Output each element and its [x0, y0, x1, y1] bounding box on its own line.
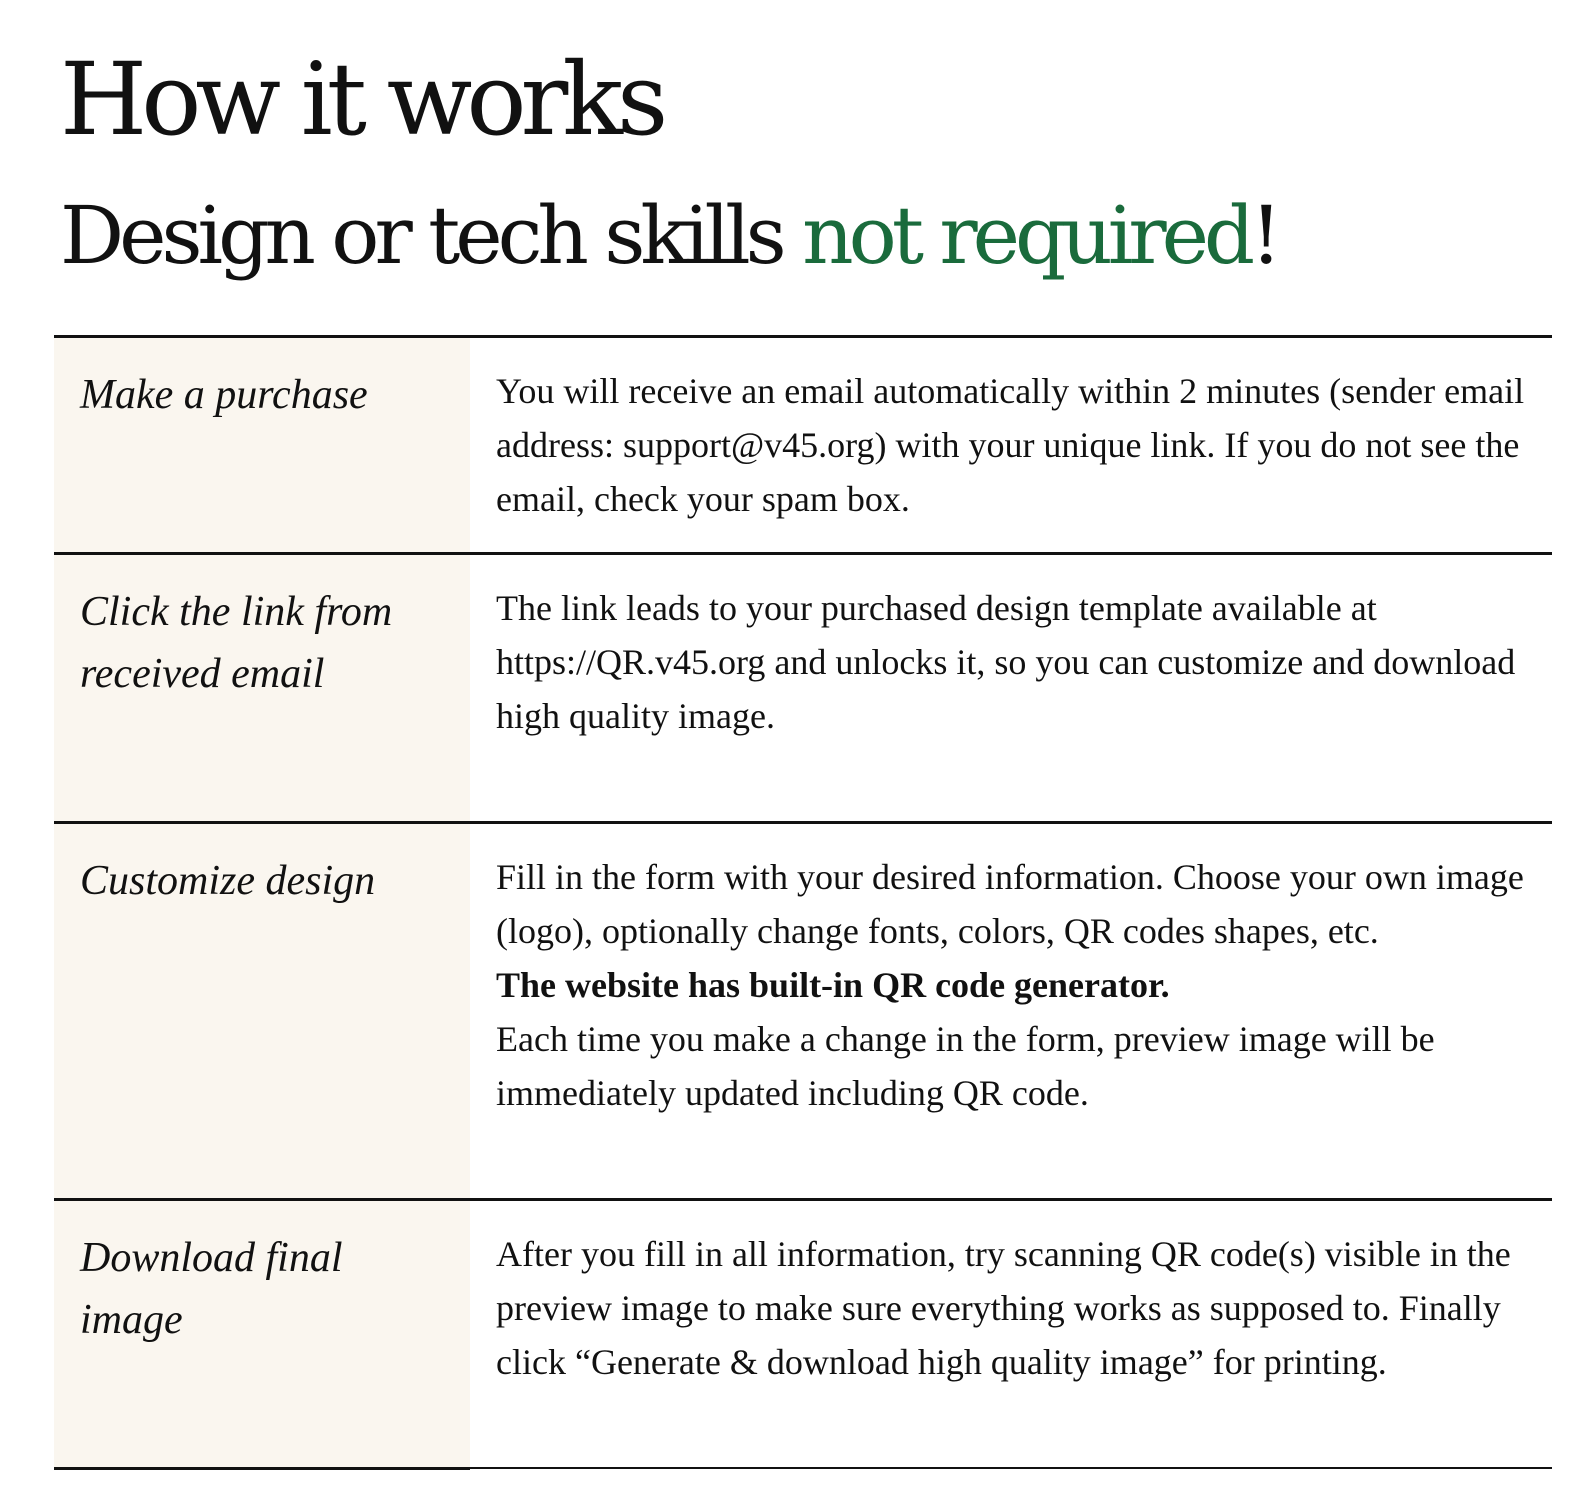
page-subtitle — [60, 186, 1277, 286]
bottom-divider-left — [54, 1467, 470, 1470]
bottom-divider-right — [470, 1467, 1552, 1469]
step-description-highlight: The website has built-in QR code generator. — [496, 965, 1170, 1005]
step-label-cell — [54, 1201, 470, 1467]
step-label: Click the link from received email — [80, 589, 393, 697]
step-description-text: Fill in the form with your desired information. Choose your own image (logo), optionally change fonts, colors, QR codes shapes, etc. — [496, 857, 1524, 951]
step-description: The link leads to your purchased design template available at https://QR.v45.org and unlocks it, so you can customize and download high quality image. — [496, 588, 1516, 736]
step-label-cell — [54, 338, 470, 552]
subtitle-accent: not required — [802, 189, 1251, 282]
step-description: After you fill in all information, try scanning QR code(s) visible in the preview image to make sure everything works as supposed to. Finally click “Generate & download high quality image” for printing. — [496, 1234, 1511, 1382]
step-description-text: Each time you make a change in the form, preview image will be immediately updated including QR code. — [496, 1019, 1435, 1113]
subtitle-suffix: ! — [1250, 189, 1278, 282]
subtitle-prefix: Design or tech skills — [60, 189, 803, 282]
steps-table — [54, 335, 1552, 1467]
step-label-cell — [54, 824, 470, 1198]
step-description-cell — [470, 336, 1552, 552]
step-description-cell — [470, 822, 1552, 1198]
step-description: You will receive an email automatically within 2 minutes (sender email address: support@v45.org) with your unique link. If you do not see the email, check your spam box. — [496, 371, 1525, 519]
step-row-download-image — [54, 1198, 1552, 1467]
step-label: Download final image — [80, 1235, 343, 1343]
step-label: Customize design — [80, 858, 376, 904]
step-row-make-purchase — [54, 335, 1552, 552]
page-title: How it works — [60, 41, 663, 158]
step-description-cell — [470, 553, 1552, 821]
step-description-cell — [470, 1199, 1552, 1467]
step-description — [496, 850, 1532, 1120]
step-row-customize-design — [54, 821, 1552, 1198]
step-label: Make a purchase — [80, 372, 368, 418]
step-row-click-link — [54, 552, 1552, 821]
step-label-cell — [54, 555, 470, 821]
